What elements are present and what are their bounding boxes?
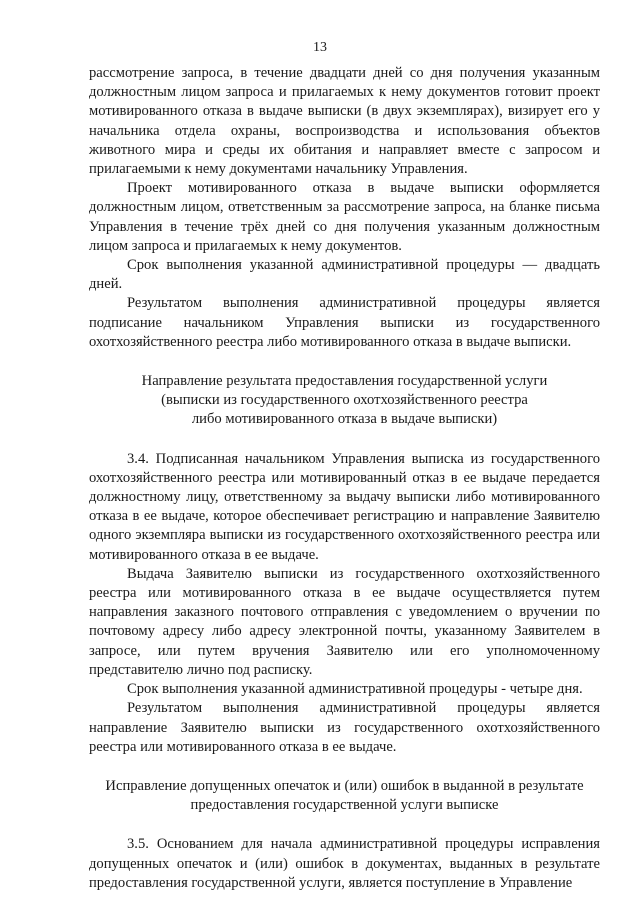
spacer bbox=[89, 815, 600, 835]
heading-line: либо мотивированного отказа в выдаче выписки) bbox=[191, 411, 498, 428]
paragraph: рассмотрение запроса, в течение двадцати дней со дня получения указанным должностным лицом запроса и прилагаемых к нему документов готовит проект мотивированного отказа в выдаче выписки (в двух экземплярах), визирует его у начальника отдела охраны, воспроизводства и использования объектов животного мира и среды их обитания и направляет вместе с запросом и прилагаемыми к нему документами начальнику Управления. bbox=[89, 65, 600, 178]
section-heading bbox=[89, 372, 600, 430]
page-number: 13 bbox=[313, 40, 327, 55]
heading-line: предоставления государственной услуги выписке bbox=[190, 797, 499, 814]
spacer bbox=[89, 757, 600, 777]
paragraph: Срок выполнения указанной административной процедуры — двадцать дней. bbox=[89, 257, 600, 293]
paragraph: Выдача Заявителю выписки из государственного охотхозяйственного реестра или мотивированного отказа в ее выдаче осуществляется путем направления заказного почтового отправления с уведомлением о вручении по почтовому адресу либо адресу электронной почты, указанному Заявителем в запросе, или путем вручения Заявителю или его уполномоченному представителю лично под расписку. bbox=[89, 565, 600, 678]
section-heading bbox=[89, 777, 600, 815]
paragraph: Срок выполнения указанной административной процедуры - четыре дня. bbox=[127, 681, 583, 698]
document-body bbox=[89, 64, 600, 893]
spacer bbox=[89, 352, 600, 372]
heading-line: Направление результата предоставления государственной услуги bbox=[141, 373, 548, 390]
paragraph: 3.4. Подписанная начальником Управления выписка из государственного охотхозяйственного реестра или мотивированный отказ в ее выдаче передается должностному лицу, ответственному за выдачу выписки либо мотивированного отказа в ее выдаче, которое обеспечивает регистрацию и направление Заявителю одного экземпляра выписки из государственного охотхозяйственного реестра или мотивированного отказа в ее выдаче. bbox=[89, 450, 600, 563]
spacer bbox=[89, 430, 600, 450]
paragraph: Результатом выполнения административной процедуры является подписание начальником Управления выписки из государственного охотхозяйственного реестра либо мотивированного отказа в выдаче выписки. bbox=[89, 295, 600, 350]
paragraph: Результатом выполнения административной процедуры является направление Заявителю выписки из государственного охотхозяйственного реестра или мотивированного отказа в ее выдаче. bbox=[89, 700, 600, 755]
heading-line: (выписки из государственного охотхозяйственного реестра bbox=[161, 392, 528, 409]
heading-line: Исправление допущенных опечаток и (или) ошибок в выданной в результате bbox=[105, 777, 584, 794]
paragraph: 3.5. Основанием для начала административной процедуры исправления допущенных опечаток и (или) ошибок в документах, выданных в результате предоставления государственной услуги, является поступление в Управление bbox=[89, 836, 600, 891]
paragraph: Проект мотивированного отказа в выдаче выписки оформляется должностным лицом, ответственным за рассмотрение запроса, на бланке письма Управления в течение трёх дней со дня получения указанным должностным лицом запроса и прилагаемых к нему документов. bbox=[89, 180, 600, 254]
